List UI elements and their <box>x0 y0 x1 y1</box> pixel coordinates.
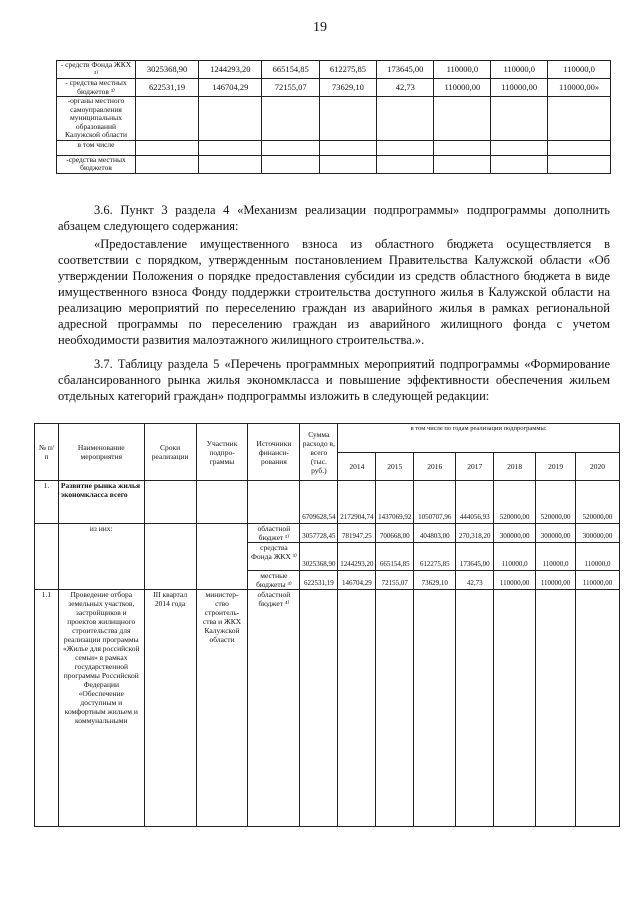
table-cell <box>35 524 59 590</box>
page-number: 19 <box>313 20 327 35</box>
row-label: - средства местных бюджетов ³⁾ <box>57 79 136 97</box>
year-cell: 300000,00 <box>536 524 576 543</box>
year-cell: 110000,0 <box>494 543 536 571</box>
table-cell <box>199 140 262 155</box>
paragraph-quote: «Предоставление имущественного взноса из областного бюджета осуществляется в соответствии с порядком, утвержденным постановлением Правительства Калужской области «Об утверждении Положения о порядке предоставления субсидии из средств областного бюджета в виде имущественного взноса Фонду поддержки строительства доступного жилья в Калужской области на реализацию мероприятий по переселению граждан из аварийного жилья в рамках региональной адресной программы по переселению граждан из аварийного жилищного фонда с учетом необходимости развития малоэтажного жилищного строительства.». <box>58 237 610 347</box>
table-cell <box>262 155 319 173</box>
program-measures-table <box>34 423 620 827</box>
table-row <box>57 97 611 141</box>
year-cell: 665154,85 <box>376 543 414 571</box>
sum-cell: 622531,19 <box>300 571 338 590</box>
table-cell <box>144 524 196 590</box>
table-cell: 173645,00 <box>377 61 434 79</box>
header-sum: Сумма расходо в, всего (тыс. руб.) <box>300 424 338 481</box>
table-row <box>35 524 620 543</box>
total-year: 444056,93 <box>456 481 494 524</box>
table-row <box>57 140 611 155</box>
item-term: III квартал 2014 года <box>144 590 196 827</box>
table-cell <box>136 155 199 173</box>
table-cell <box>136 140 199 155</box>
year-cell: 73629,10 <box>414 571 456 590</box>
total-sum: 6709628,54 <box>300 481 338 524</box>
table-cell <box>377 140 434 155</box>
table-cell <box>377 155 434 173</box>
table-cell <box>144 481 196 524</box>
table-cell: 612275,85 <box>319 61 376 79</box>
including-label: из них: <box>58 524 144 590</box>
paragraph-3-6: 3.6. Пункт 3 раздела 4 «Механизм реализации подпрограммы» подпрограммы дополнить абзацем следующего содержания: <box>58 203 610 233</box>
item-name: Проведение отбора земельных участков, застройщиков и проектов жилищного строительства для реализации программы «Жилье для российской семьи» в рамках государственной программы Российской Федерации «Обеспечение доступным и комфортным жильем и коммунальными <box>58 590 144 827</box>
header-source: Источники финанси- рования <box>248 424 300 481</box>
table-cell <box>196 481 248 524</box>
header-year: 2018 <box>494 452 536 481</box>
row-label: -средства местных бюджетов <box>57 155 136 173</box>
item-source: областной бюджет ⁴⁾ <box>248 590 300 827</box>
table-cell <box>248 481 300 524</box>
year-cell: 146704,29 <box>338 571 376 590</box>
table-cell: 110000,00» <box>548 79 611 97</box>
table-cell <box>414 590 456 827</box>
table-cell: 110000,0 <box>434 61 491 79</box>
year-cell: 300000,00 <box>494 524 536 543</box>
table-cell <box>199 155 262 173</box>
funding-table-body <box>57 61 611 174</box>
table-cell: 110000,0 <box>491 61 548 79</box>
table-row-total <box>35 481 620 524</box>
table-cell <box>548 97 611 141</box>
year-cell: 110000,0 <box>576 543 620 571</box>
table-cell <box>376 590 414 827</box>
table-cell <box>494 590 536 827</box>
total-year: 1050707,96 <box>414 481 456 524</box>
year-cell: 700668,00 <box>376 524 414 543</box>
table-cell <box>576 590 620 827</box>
table-cell <box>491 140 548 155</box>
table-cell: 73629,10 <box>319 79 376 97</box>
row-label: -органы местного самоуправления муниципальных образований Калужской области <box>57 97 136 141</box>
header-num: № п/п <box>35 424 59 481</box>
header-year: 2015 <box>376 452 414 481</box>
table-cell <box>319 140 376 155</box>
source-label: средства Фонда ЖКХ ³⁾ <box>248 543 300 571</box>
sum-cell: 3025368,90 <box>300 543 338 571</box>
table-cell: 3025368,90 <box>136 61 199 79</box>
table-cell: 146704,29 <box>199 79 262 97</box>
table-cell <box>548 140 611 155</box>
sum-cell: 3057728,45 <box>300 524 338 543</box>
table-cell <box>377 97 434 141</box>
header-year: 2014 <box>338 452 376 481</box>
table-cell <box>300 590 338 827</box>
year-cell: 110000,00 <box>536 571 576 590</box>
table-row <box>57 155 611 173</box>
total-year: 2172904,74 <box>338 481 376 524</box>
program-table-body <box>35 424 620 827</box>
funding-table-continuation <box>56 60 611 174</box>
table-row-item <box>35 590 620 827</box>
table-cell <box>262 97 319 141</box>
year-cell: 612275,85 <box>414 543 456 571</box>
header-participant: Участник подпро- граммы <box>196 424 248 481</box>
year-cell: 270,318,20 <box>456 524 494 543</box>
total-year: 520000,00 <box>494 481 536 524</box>
table-cell <box>262 140 319 155</box>
year-cell: 42,73 <box>456 571 494 590</box>
header-by-year: в том числе по годам реализации подпрограммы: <box>338 424 620 453</box>
year-cell: 1244293,20 <box>338 543 376 571</box>
row-label: - средств Фонда ЖКХ ³⁾ <box>57 61 136 79</box>
paragraph-3-7: 3.7. Таблицу раздела 5 «Перечень программных мероприятий подпрограммы «Формирование сбалансированного рынка жилья экономкласса и повышение эффективности обеспечения жильем отдельных категорий граждан» подпрограммы изложить в следующей редакции: <box>58 357 610 403</box>
source-label: областной бюджет ¹⁾ <box>248 524 300 543</box>
table-cell <box>491 155 548 173</box>
source-label: местные бюджеты ³⁾ <box>248 571 300 590</box>
table-cell <box>136 97 199 141</box>
year-cell: 404803,00 <box>414 524 456 543</box>
table-cell <box>548 155 611 173</box>
table-row <box>57 79 611 97</box>
year-cell: 781947,25 <box>338 524 376 543</box>
header-name: Наименование мероприятия <box>58 424 144 481</box>
total-year: 520000,00 <box>536 481 576 524</box>
row-label: в том числе <box>57 140 136 155</box>
table-cell: 110000,00 <box>434 79 491 97</box>
table-cell: 72155,07 <box>262 79 319 97</box>
year-cell: 300000,00 <box>576 524 620 543</box>
year-cell: 173645,00 <box>456 543 494 571</box>
table-cell <box>434 140 491 155</box>
table-cell <box>338 590 376 827</box>
total-year: 1437069,92 <box>376 481 414 524</box>
header-year: 2019 <box>536 452 576 481</box>
table-cell: 665154,85 <box>262 61 319 79</box>
table-cell <box>434 155 491 173</box>
header-year: 2016 <box>414 452 456 481</box>
header-year: 2017 <box>456 452 494 481</box>
table-cell: 110000,0 <box>548 61 611 79</box>
year-cell: 110000,00 <box>494 571 536 590</box>
table-row <box>57 61 611 79</box>
table-cell <box>536 590 576 827</box>
header-year: 2020 <box>576 452 620 481</box>
section-name: Развитие рынка жилья экономкласса всего <box>58 481 144 524</box>
table-cell: 42,73 <box>377 79 434 97</box>
item-participant: министер- ство строитель- ства и ЖКХ Калужской области <box>196 590 248 827</box>
table-cell: 1244293,20 <box>199 61 262 79</box>
item-num: 1.1 <box>35 590 59 827</box>
year-cell: 110000,0 <box>536 543 576 571</box>
total-year: 520000,00 <box>576 481 620 524</box>
table-cell <box>491 97 548 141</box>
section-num: 1. <box>35 481 59 524</box>
table-cell <box>319 97 376 141</box>
year-cell: 110000,00 <box>576 571 620 590</box>
table-cell: 622531,19 <box>136 79 199 97</box>
table-cell: 110000,00 <box>491 79 548 97</box>
table-cell <box>196 524 248 590</box>
table-cell <box>434 97 491 141</box>
year-cell: 72155,07 <box>376 571 414 590</box>
table-cell <box>319 155 376 173</box>
table-cell <box>199 97 262 141</box>
header-row <box>35 424 620 453</box>
table-cell <box>456 590 494 827</box>
header-term: Сроки реализации <box>144 424 196 481</box>
